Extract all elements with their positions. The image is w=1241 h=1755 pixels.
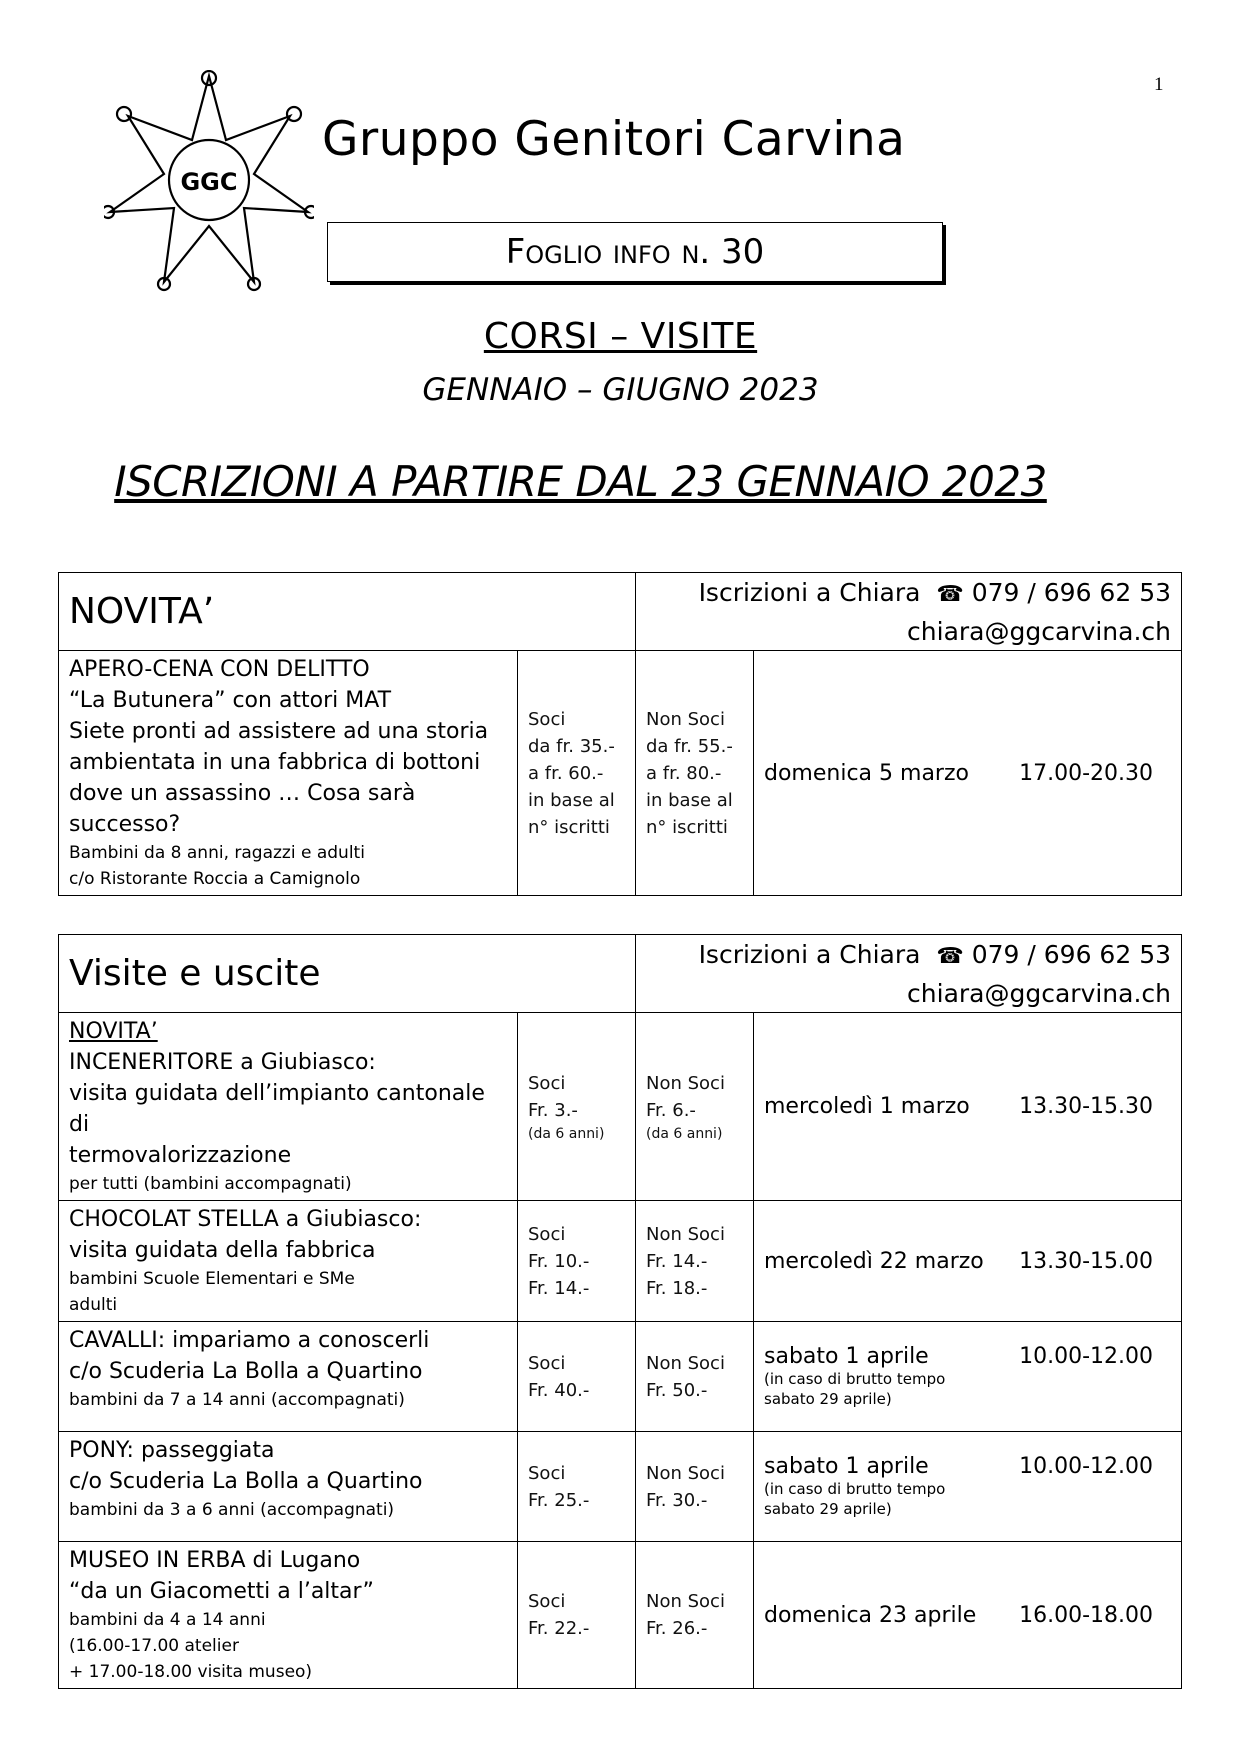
contact-info [636, 573, 1182, 651]
table-row [59, 1432, 1182, 1542]
activity-line: “La Butunera” con attori MAT [69, 688, 392, 713]
price-line: Non Soci [646, 1223, 725, 1245]
registration-banner: ISCRIZIONI A PARTIRE DAL 23 GENNAIO 2023 [114, 457, 1047, 506]
table-row [59, 1322, 1182, 1432]
date-note: sabato 29 aprile) [764, 1500, 892, 1518]
email-link[interactable]: chiara@ggcarvina.ch [907, 616, 1172, 646]
activity-line: c/o Scuderia La Bolla a Quartino [69, 1359, 423, 1384]
activity-line: CHOCOLAT STELLA a Giubiasco: [69, 1207, 422, 1232]
price-line: Fr. 10.- [528, 1250, 590, 1272]
activity-note: adulti [69, 1295, 118, 1315]
price-line: Soci [528, 1591, 566, 1612]
non-members-price [636, 1322, 754, 1432]
members-price [518, 1201, 636, 1322]
activity-note: Bambini da 8 anni, ragazzi e adulti [69, 843, 365, 863]
table-row [59, 1013, 1182, 1201]
price-line: n° iscritti [646, 816, 728, 838]
activity-line: “da un Giacometti a l’altar” [69, 1579, 374, 1604]
phone-icon: ☎ [936, 581, 964, 607]
event-time: 17.00-20.30 [1019, 760, 1154, 786]
date-time [754, 1201, 1182, 1322]
activity-description [59, 1322, 518, 1432]
info-sheet-label: Foglio info n. 30 [505, 232, 765, 272]
price-line: da fr. 35.- [528, 735, 615, 757]
event-date: domenica 5 marzo [764, 760, 969, 786]
activity-line: termovalorizzazione [69, 1143, 292, 1168]
price-line: Fr. 30.- [646, 1489, 708, 1511]
activity-note: bambini Scuole Elementari e SMe [69, 1269, 355, 1289]
table-row [59, 651, 1182, 896]
activity-line: dove un assassino … Cosa sarà successo? [69, 781, 416, 837]
event-time: 16.00-18.00 [1019, 1602, 1154, 1628]
non-members-price [636, 1542, 754, 1689]
new-label: NOVITA’ [69, 1019, 158, 1044]
activity-note: bambini da 4 a 14 anni [69, 1610, 266, 1630]
activity-description [59, 1201, 518, 1322]
price-line: in base al [528, 789, 615, 811]
activity-description [59, 1542, 518, 1689]
price-line: in base al [646, 789, 733, 811]
non-members-price [636, 651, 754, 896]
price-line: Fr. 6.- [646, 1099, 696, 1121]
activity-line: visita guidata della fabbrica [69, 1238, 376, 1263]
contact-label: Iscrizioni a Chiara [698, 939, 921, 969]
price-line: Non Soci [646, 1462, 725, 1484]
date-note: (in caso di brutto tempo [764, 1480, 946, 1498]
members-price [518, 651, 636, 896]
price-line: Fr. 14.- [528, 1277, 590, 1299]
event-time: 13.30-15.00 [1019, 1248, 1154, 1274]
table-header-row [59, 935, 1182, 1013]
members-price [518, 1013, 636, 1201]
members-price [518, 1432, 636, 1542]
date-note: (in caso di brutto tempo [764, 1370, 946, 1388]
activity-note: + 17.00-18.00 visita museo) [69, 1662, 313, 1682]
price-line: Soci [528, 1223, 566, 1245]
event-date: domenica 23 aprile [764, 1602, 977, 1628]
visits-table [58, 934, 1182, 1689]
date-time [754, 1322, 1182, 1432]
section-title: CORSI – VISITE [483, 316, 758, 357]
price-line: a fr. 80.- [646, 762, 722, 784]
activity-line: PONY: passeggiata [69, 1438, 275, 1463]
activity-line: CAVALLI: impariamo a conoscerli [69, 1328, 430, 1353]
activity-line: MUSEO IN ERBA di Lugano [69, 1548, 361, 1573]
event-date: mercoledì 1 marzo [764, 1094, 970, 1119]
price-line: Non Soci [646, 1072, 725, 1094]
ggc-logo [104, 70, 314, 292]
activity-line: APERO-CENA CON DELITTO [69, 657, 370, 682]
email-link[interactable]: chiara@ggcarvina.ch [907, 978, 1172, 1008]
phone-icon: ☎ [936, 943, 964, 969]
members-price [518, 1322, 636, 1432]
price-line: da fr. 55.- [646, 735, 733, 757]
organization-title: Gruppo Genitori Carvina [322, 112, 906, 167]
price-note: (da 6 anni) [528, 1125, 605, 1142]
price-line: Fr. 22.- [528, 1618, 590, 1639]
price-line: n° iscritti [528, 816, 610, 838]
activity-note: bambini da 3 a 6 anni (accompagnati) [69, 1500, 395, 1520]
activity-description [59, 651, 518, 896]
table-row [59, 1201, 1182, 1322]
activity-note: (16.00-17.00 atelier [69, 1636, 239, 1656]
activity-line: Siete pronti ad assistere ad una storia [69, 719, 489, 744]
price-line: Fr. 3.- [528, 1099, 578, 1121]
price-line: Non Soci [646, 1352, 725, 1374]
date-note: sabato 29 aprile) [764, 1390, 892, 1408]
date-time [754, 1542, 1182, 1689]
period-label: GENNAIO – GIUGNO 2023 [422, 372, 819, 408]
activity-note: per tutti (bambini accompagnati) [69, 1174, 352, 1194]
event-date: sabato 1 aprile [764, 1344, 929, 1369]
event-time: 13.30-15.30 [1019, 1094, 1154, 1119]
price-line: Non Soci [646, 1591, 725, 1612]
price-line: Fr. 26.- [646, 1618, 708, 1639]
activity-line: c/o Scuderia La Bolla a Quartino [69, 1469, 423, 1494]
non-members-price [636, 1432, 754, 1542]
price-line: Fr. 18.- [646, 1277, 708, 1299]
table-title: Visite e uscite [59, 935, 636, 1013]
price-line: Non Soci [646, 708, 725, 730]
activity-line: ambientata in una fabbrica di bottoni [69, 750, 481, 775]
event-date: mercoledì 22 marzo [764, 1248, 984, 1274]
logo-text: GGC [180, 168, 238, 196]
table-header-row [59, 573, 1182, 651]
non-members-price [636, 1013, 754, 1201]
price-line: Soci [528, 1072, 566, 1094]
event-time: 10.00-12.00 [1019, 1454, 1154, 1479]
contact-info [636, 935, 1182, 1013]
date-time [754, 1432, 1182, 1542]
phone-number: 079 / 696 62 53 [971, 577, 1172, 607]
phone-number: 079 / 696 62 53 [971, 939, 1172, 969]
price-line: a fr. 60.- [528, 762, 604, 784]
activity-line: INCENERITORE a Giubiasco: [69, 1050, 376, 1075]
event-date: sabato 1 aprile [764, 1454, 929, 1479]
date-time [754, 651, 1182, 896]
activity-description [59, 1013, 518, 1201]
activity-note: bambini da 7 a 14 anni (accompagnati) [69, 1390, 405, 1410]
event-time: 10.00-12.00 [1019, 1344, 1154, 1369]
contact-label: Iscrizioni a Chiara [698, 577, 921, 607]
price-line: Fr. 40.- [528, 1379, 590, 1401]
activity-description [59, 1432, 518, 1542]
novita-table [58, 572, 1182, 896]
table-row [59, 1542, 1182, 1689]
price-line: Soci [528, 1352, 566, 1374]
page-number: 1 [1154, 74, 1164, 95]
price-line: Soci [528, 708, 566, 730]
activity-line: visita guidata dell’impianto cantonale di [69, 1081, 485, 1137]
activity-note: c/o Ristorante Roccia a Camignolo [69, 869, 361, 889]
table-title: NOVITA’ [59, 573, 636, 651]
info-sheet-box [327, 222, 943, 282]
price-line: Soci [528, 1462, 566, 1484]
non-members-price [636, 1201, 754, 1322]
price-line: Fr. 14.- [646, 1250, 708, 1272]
date-time [754, 1013, 1182, 1201]
price-note: (da 6 anni) [646, 1125, 723, 1142]
price-line: Fr. 50.- [646, 1379, 708, 1401]
price-line: Fr. 25.- [528, 1489, 590, 1511]
members-price [518, 1542, 636, 1689]
